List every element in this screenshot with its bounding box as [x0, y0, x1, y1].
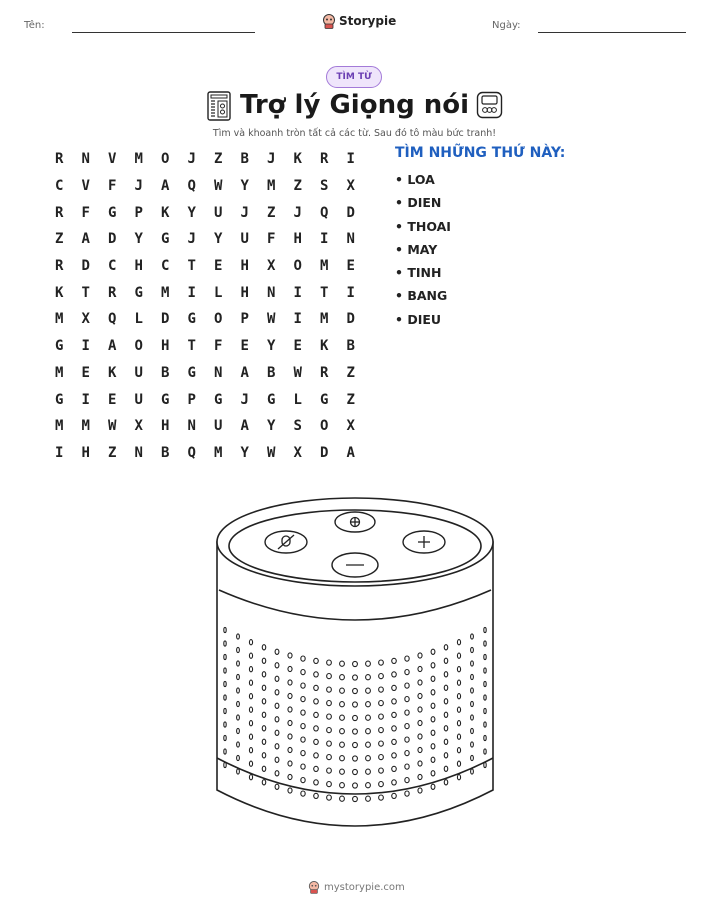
grid-letter[interactable]: D [346, 311, 355, 328]
grid-letter[interactable]: D [346, 204, 355, 221]
brand-logo [322, 13, 396, 29]
grid-letter[interactable]: Q [187, 178, 196, 195]
grid-letter[interactable]: A [81, 231, 90, 248]
grid-letter[interactable]: N [267, 284, 276, 301]
grid-letter[interactable]: J [240, 204, 249, 221]
word-search-badge: TÌM TỪ [326, 66, 382, 88]
grid-letter[interactable]: Y [134, 231, 143, 248]
grid-letter[interactable]: J [293, 204, 302, 221]
grid-letter[interactable]: U [214, 418, 223, 435]
grid-letter[interactable]: U [134, 391, 143, 408]
grid-letter[interactable]: U [240, 231, 249, 248]
word-item: • DIEU [395, 311, 442, 327]
grid-letter[interactable]: X [346, 178, 355, 195]
grid-letter[interactable]: N [187, 418, 196, 435]
grid-letter[interactable]: K [293, 151, 302, 168]
grid-letter[interactable]: D [81, 258, 90, 275]
grid-letter[interactable]: L [214, 284, 223, 301]
date-label: Ngày: [492, 20, 521, 31]
grid-letter[interactable]: H [161, 418, 170, 435]
grid-letter[interactable]: A [240, 418, 249, 435]
brand-name: Storypie [339, 14, 397, 28]
grid-letter[interactable]: U [134, 364, 143, 381]
grid-letter[interactable]: Q [320, 204, 329, 221]
word-item: • LOA [395, 172, 435, 187]
grid-letter[interactable]: O [293, 258, 302, 275]
grid-letter[interactable]: M [161, 284, 170, 301]
letter-grid [46, 146, 364, 466]
grid-letter[interactable]: R [320, 364, 329, 381]
grid-letter[interactable]: E [108, 391, 117, 408]
grid-letter[interactable]: K [320, 338, 329, 355]
grid-letter[interactable]: V [108, 151, 117, 168]
grid-letter[interactable]: R [55, 151, 64, 168]
grid-letter[interactable]: B [267, 364, 276, 381]
grid-letter[interactable]: N [346, 231, 355, 248]
word-list [395, 170, 451, 333]
name-line[interactable] [72, 32, 255, 33]
grid-letter[interactable]: R [320, 151, 329, 168]
grid-letter[interactable]: I [293, 311, 302, 328]
grid-letter[interactable]: W [108, 418, 117, 435]
grid-letter[interactable]: I [55, 444, 64, 461]
grid-letter[interactable]: I [81, 338, 90, 355]
grid-letter[interactable]: M [214, 444, 223, 461]
grid-letter[interactable]: A [346, 444, 355, 461]
grid-letter[interactable]: X [346, 418, 355, 435]
grid-letter[interactable]: I [320, 231, 329, 248]
grid-letter[interactable]: H [134, 258, 143, 275]
grid-letter[interactable]: A [161, 178, 170, 195]
grid-letter[interactable]: X [267, 258, 276, 275]
grid-letter[interactable]: H [240, 258, 249, 275]
grid-letter[interactable]: G [134, 284, 143, 301]
grid-letter[interactable]: R [55, 204, 64, 221]
grid-letter[interactable]: Y [214, 231, 223, 248]
word-item: • BANG [395, 288, 448, 304]
grid-letter[interactable]: K [161, 204, 170, 221]
grid-letter[interactable]: G [187, 311, 196, 328]
grid-letter[interactable]: R [55, 258, 64, 275]
grid-letter[interactable]: I [81, 391, 90, 408]
grid-letter[interactable]: D [161, 311, 170, 328]
grid-letter[interactable]: T [187, 258, 196, 275]
grid-letter[interactable]: U [214, 204, 223, 221]
grid-letter[interactable]: F [108, 178, 117, 195]
footer [308, 880, 405, 894]
grid-letter[interactable]: M [55, 364, 64, 381]
grid-letter[interactable]: B [240, 151, 249, 168]
grid-letter[interactable]: M [267, 178, 276, 195]
grid-letter[interactable]: Z [214, 151, 223, 168]
grid-letter[interactable]: G [55, 391, 64, 408]
grid-letter[interactable]: E [346, 258, 355, 275]
grid-letter[interactable]: A [108, 338, 117, 355]
grid-letter[interactable]: P [134, 204, 143, 221]
word-item: • MAY [395, 241, 438, 257]
grid-letter[interactable]: O [134, 338, 143, 355]
grid-letter[interactable]: L [134, 311, 143, 328]
instructions: Tìm và khoanh tròn tất cả các từ. Sau đó tô màu bức tranh! [212, 128, 497, 139]
grid-letter[interactable]: M [320, 258, 329, 275]
grid-letter[interactable]: A [240, 364, 249, 381]
grid-letter[interactable]: C [108, 258, 117, 275]
grid-letter[interactable]: B [161, 364, 170, 381]
grid-letter[interactable]: Z [346, 391, 355, 408]
grid-letter[interactable]: T [320, 284, 329, 301]
grid-letter[interactable]: X [134, 418, 143, 435]
grid-letter[interactable]: G [187, 364, 196, 381]
grid-letter[interactable]: Q [108, 311, 117, 328]
grid-letter[interactable]: J [267, 151, 276, 168]
grid-letter[interactable]: I [346, 151, 355, 168]
grid-letter[interactable]: M [55, 311, 64, 328]
grid-letter[interactable]: W [293, 364, 302, 381]
grid-letter[interactable]: G [161, 231, 170, 248]
grid-letter[interactable]: G [267, 391, 276, 408]
grid-letter[interactable]: I [293, 284, 302, 301]
grid-letter[interactable]: J [134, 178, 143, 195]
grid-letter[interactable]: C [161, 258, 170, 275]
grid-letter[interactable]: G [161, 391, 170, 408]
grid-letter[interactable]: E [240, 338, 249, 355]
grid-letter[interactable]: X [81, 311, 90, 328]
grid-letter[interactable]: Z [55, 231, 64, 248]
grid-letter[interactable]: O [161, 151, 170, 168]
grid-letter[interactable]: P [187, 391, 196, 408]
grid-letter[interactable]: M [134, 151, 143, 168]
word-list-heading: TÌM NHỮNG THỨ NÀY: [395, 145, 566, 161]
grid-letter[interactable]: H [161, 338, 170, 355]
grid-letter[interactable]: O [320, 418, 329, 435]
grid-letter[interactable]: Y [240, 444, 249, 461]
date-line[interactable] [538, 32, 686, 33]
grid-letter[interactable]: D [320, 444, 329, 461]
grid-letter[interactable]: V [81, 178, 90, 195]
grid-letter[interactable]: Y [240, 178, 249, 195]
grid-letter[interactable]: M [55, 418, 64, 435]
grid-letter[interactable]: G [214, 391, 223, 408]
grid-letter[interactable]: S [320, 178, 329, 195]
storypie-mascot-icon [322, 13, 336, 29]
grid-letter[interactable]: Y [267, 338, 276, 355]
grid-letter[interactable]: Y [187, 204, 196, 221]
grid-letter[interactable]: Q [187, 444, 196, 461]
grid-letter[interactable]: L [293, 391, 302, 408]
grid-letter[interactable]: Y [267, 418, 276, 435]
grid-letter[interactable]: N [214, 364, 223, 381]
grid-letter[interactable]: G [55, 338, 64, 355]
grid-letter[interactable]: G [108, 204, 117, 221]
grid-letter[interactable]: E [81, 364, 90, 381]
smart-speaker-illustration[interactable] [205, 490, 505, 860]
grid-letter[interactable]: K [108, 364, 117, 381]
grid-letter[interactable]: J [187, 231, 196, 248]
grid-letter[interactable]: D [108, 231, 117, 248]
grid-letter[interactable]: M [81, 418, 90, 435]
word-item: • TINH [395, 265, 442, 281]
footer-url[interactable]: mystorypie.com [324, 881, 405, 893]
grid-letter[interactable]: G [320, 391, 329, 408]
grid-letter[interactable]: I [346, 284, 355, 301]
grid-letter[interactable]: Z [346, 364, 355, 381]
grid-letter[interactable]: F [214, 338, 223, 355]
grid-letter[interactable]: Z [267, 204, 276, 221]
grid-letter[interactable]: N [134, 444, 143, 461]
grid-letter[interactable]: F [267, 231, 276, 248]
grid-letter[interactable]: H [240, 284, 249, 301]
grid-letter[interactable]: Z [293, 178, 302, 195]
page-title: Trợ lý Giọng nói [239, 90, 470, 120]
grid-letter[interactable]: E [214, 258, 223, 275]
grid-letter[interactable]: O [214, 311, 223, 328]
grid-letter[interactable]: W [214, 178, 223, 195]
word-item: • DIEN [395, 195, 442, 211]
grid-letter[interactable]: Z [108, 444, 117, 461]
grid-letter[interactable]: X [293, 444, 302, 461]
grid-letter[interactable]: I [187, 284, 196, 301]
grid-letter[interactable]: H [293, 231, 302, 248]
grid-letter[interactable]: J [187, 151, 196, 168]
grid-letter[interactable]: T [81, 284, 90, 301]
grid-letter[interactable]: M [320, 311, 329, 328]
grid-letter[interactable]: C [55, 178, 64, 195]
grid-letter[interactable]: W [267, 444, 276, 461]
grid-letter[interactable]: F [81, 204, 90, 221]
name-label: Tên: [24, 20, 45, 31]
grid-letter[interactable]: B [346, 338, 355, 355]
grid-letter[interactable]: N [81, 151, 90, 168]
storypie-mascot-icon [308, 880, 320, 894]
grid-letter[interactable]: K [55, 284, 64, 301]
grid-letter[interactable]: E [293, 338, 302, 355]
grid-letter[interactable]: P [240, 311, 249, 328]
grid-letter[interactable]: B [161, 444, 170, 461]
grid-letter[interactable]: S [293, 418, 302, 435]
grid-letter[interactable]: W [267, 311, 276, 328]
grid-letter[interactable]: H [81, 444, 90, 461]
word-item: • THOAI [395, 218, 451, 234]
grid-letter[interactable]: J [240, 391, 249, 408]
radio-device-icon [476, 91, 503, 119]
grid-letter[interactable]: T [187, 338, 196, 355]
grid-letter[interactable]: R [108, 284, 117, 301]
